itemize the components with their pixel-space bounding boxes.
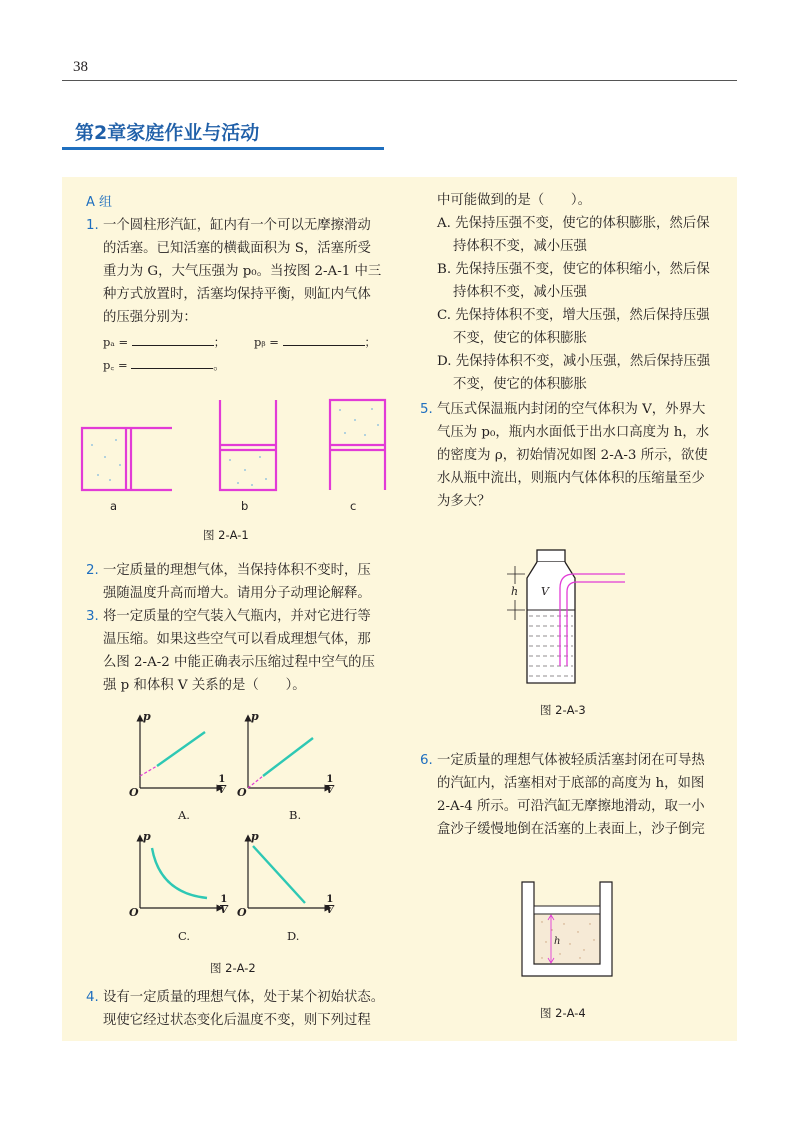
graph-label-d: D. (287, 929, 300, 943)
graph-d-origin: O (237, 906, 247, 919)
chapter-title: 第2章家庭作业与活动 (75, 122, 260, 144)
figure-caption: 图 2-A-4 (540, 1006, 586, 1020)
figure-label-c: c (350, 499, 357, 513)
figure-caption: 图 2-A-2 (210, 961, 256, 975)
question-number: 4. (86, 990, 99, 1005)
graph-b-x-label: 1 V (326, 774, 334, 796)
graph-label-b: B. (289, 808, 302, 822)
q1-line: 重力为 G，大气压强为 p₀。当按图 2-A-1 中三 (103, 264, 382, 279)
q4-option-d[interactable]: D. 先保持体积不变，减小压强，然后保持压强 不变，使它的体积膨胀 (437, 354, 711, 392)
question-number: 2. (86, 563, 99, 578)
figure-label-a: a (110, 499, 118, 513)
figure-label-b: b (241, 499, 249, 513)
q4-option-c[interactable]: C. 先保持体积不变，增大压强，然后保持压强 不变，使它的体积膨胀 (437, 308, 710, 346)
figure-caption: 图 2-A-1 (203, 528, 249, 542)
q6-line: 一定质量的理想气体被轻质活塞封闭在可导热 (437, 753, 705, 768)
answer-blank[interactable] (132, 336, 214, 346)
pa-answer: pₐ = ； (103, 335, 226, 349)
graph-c-x-label: 1 V (220, 894, 228, 916)
graph-label-a: A. (178, 808, 190, 822)
q6-line: 2-A-4 所示。可沿汽缸无摩擦地滑动，取一小 (437, 799, 705, 814)
question-number: 6. (420, 753, 433, 768)
q2-line: 一定质量的理想气体，当保持体积不变时，压 (103, 563, 371, 578)
question-3 (86, 605, 406, 697)
q5-line: 为多大？ (437, 494, 491, 509)
figure-2-A-3 (505, 548, 635, 688)
pc-answer: p꜀ = 。 (103, 358, 225, 372)
question-number: 5. (420, 402, 433, 417)
group-label: A 组 (86, 195, 113, 210)
graph-a-origin: O (129, 786, 139, 799)
q6-line: 的汽缸内，活塞相对于底部的高度为 h，如图 (437, 776, 705, 791)
fig4-h-label: h (554, 936, 561, 947)
question-4-continued (420, 189, 730, 396)
figure-2-A-2 (125, 708, 355, 938)
graph-b-p: p (251, 710, 259, 723)
question-1 (86, 214, 406, 329)
q4-option-a[interactable]: A. 先保持压强不变，使它的体积膨胀，然后保 持体积不变，减小压强 (437, 216, 710, 254)
q1-line: 的压强分别为： (103, 310, 197, 325)
graph-c-origin: O (129, 906, 139, 919)
graph-a-p: p (143, 710, 151, 723)
q3-line: 么图 2-A-2 中能正确表示压缩过程中空气的压 (103, 655, 375, 670)
q3-line: 温压缩。如果这些空气可以看成理想气体，那 (103, 632, 371, 647)
q1-line: 一个圆柱形汽缸，缸内有一个可以无摩擦滑动 (103, 218, 371, 233)
graph-b-origin: O (237, 786, 247, 799)
chapter-title-rule (62, 147, 384, 150)
q1-line: 种方式放置时，活塞均保持平衡，则缸内气体 (103, 287, 371, 302)
question-number: 1. (86, 218, 99, 233)
q5-line: 水从瓶中流出，则瓶内气体体积的压缩量至少 (437, 471, 705, 486)
question-5 (420, 398, 730, 513)
q3-line: 强 p 和体积 V 关系的是（ ）。 (103, 678, 306, 693)
q3-line: 将一定质量的空气装入气瓶内，并对它进行等 (103, 609, 371, 624)
q5-line: 的密度为 ρ，初始情况如图 2-A-3 所示，欲使 (437, 448, 708, 463)
page-number: 38 (73, 59, 88, 75)
q2-line: 强随温度升高而增大。请用分子动理论解释。 (103, 586, 371, 601)
graph-label-c: C. (178, 929, 191, 943)
q4-line: 设有一定质量的理想气体，处于某个初始状态。 (103, 990, 385, 1005)
fig3-v-label: V (541, 585, 549, 598)
graph-d-p: p (251, 830, 259, 843)
q5-line: 气压式保温瓶内封闭的空气体积为 V，外界大 (437, 402, 706, 417)
fig3-h-label: h (511, 585, 519, 598)
question-2 (86, 559, 406, 605)
figure-2-A-4 (520, 880, 615, 980)
question-number: 3. (86, 609, 99, 624)
header-rule (62, 80, 737, 81)
figure-2-A-1 (80, 395, 390, 505)
q4-line: 中可能做到的是（ ）。 (437, 193, 591, 208)
q4-option-b[interactable]: B. 先保持压强不变，使它的体积缩小，然后保 持体积不变，减小压强 (437, 262, 710, 300)
answer-blank[interactable] (283, 336, 365, 346)
q1-line: 的活塞。已知活塞的横截面积为 S，活塞所受 (103, 241, 371, 256)
question-6 (420, 749, 730, 841)
pb-answer: pᵦ = ； (254, 335, 376, 349)
graph-a-x-label: 1 V (218, 774, 226, 796)
q5-line: 气压为 p₀，瓶内水面低于出水口高度为 h，水 (437, 425, 710, 440)
question-4 (86, 986, 406, 1032)
q4-line: 现使它经过状态变化后温度不变，则下列过程 (103, 1013, 371, 1028)
answer-blank[interactable] (131, 359, 213, 369)
graph-d-x-label: 1 V (326, 894, 334, 916)
figure-caption: 图 2-A-3 (540, 703, 586, 717)
q6-line: 盒沙子缓慢地倒在活塞的上表面上，沙子倒完 (437, 822, 705, 837)
graph-c-p: p (143, 830, 151, 843)
